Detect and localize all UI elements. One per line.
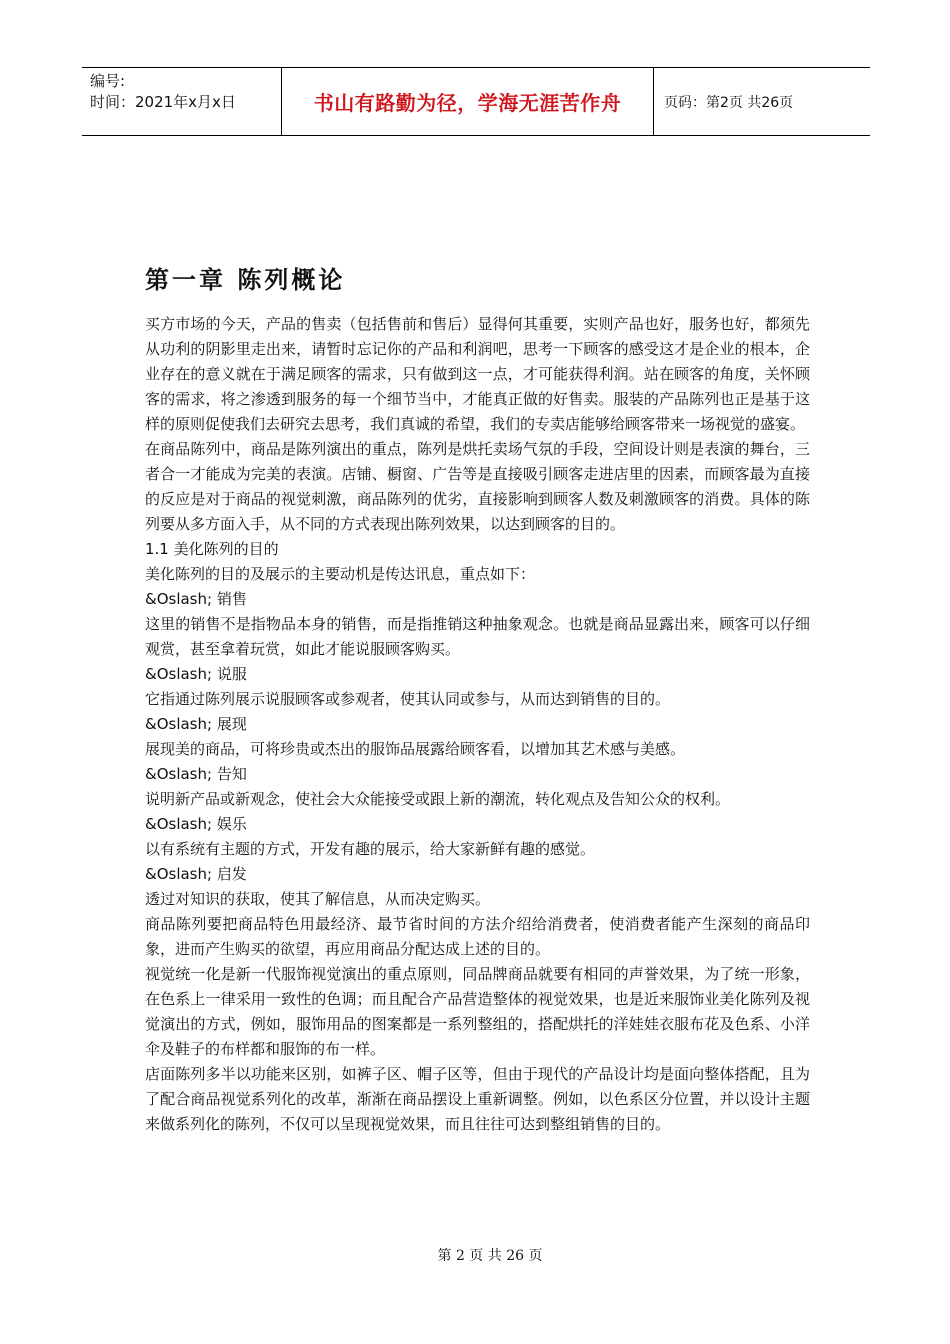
bullet-sales: &Oslash; 销售 <box>145 590 247 608</box>
bullet-persuade: &Oslash; 说服 <box>145 665 247 683</box>
page-footer: 第 2 页 共 26 页 <box>437 1248 543 1264</box>
paragraph-purpose: 美化陈列的目的及展示的主要动机是传达讯息，重点如下： <box>145 565 536 583</box>
serial-label: 编号: <box>90 72 126 90</box>
chapter-title: 第一章 陈列概论 <box>145 266 346 294</box>
paragraph-inspire: 透过对知识的获取，使其了解信息，从而决定购买。 <box>145 890 491 908</box>
header-motto: 书山有路勤为径，学海无涯苦作舟 <box>282 68 654 135</box>
bullet-inspire: &Oslash; 启发 <box>145 865 247 883</box>
date-line: 时间：2021年x月x日 <box>90 93 236 111</box>
paragraph-entertain: 以有系统有主题的方式，开发有趣的展示，给大家新鲜有趣的感觉。 <box>145 840 596 858</box>
paragraph-persuade: 它指通过陈列展示说服顾客或参观者，使其认同或参与，从而达到销售的目的。 <box>145 690 671 708</box>
paragraph-economy: 商品陈列要把商品特色用最经济、最节省时间的方法介绍给消费者，使消费者能产生深刻的商品印象，进而产生购买的欲望，再应用商品分配达成上述的目的。 <box>145 915 810 958</box>
paragraph-display-core: 在商品陈列中，商品是陈列演出的重点，陈列是烘托卖场气氛的手段，空间设计则是表演的舞台，三者合一才能成为完美的表演。店铺、橱窗、广告等是直接吸引顾客走进店里的因素，而顾客最为直接的反应是对于商品的视觉刺激，商品陈列的优劣，直接影响到顾客人数及刺激顾客的消费。具体的陈列要从多方面入手，从不同的方式表现出陈列效果，以达到顾客的目的。 <box>145 440 810 533</box>
header-meta-cell <box>82 68 282 135</box>
document-body <box>145 262 810 1137</box>
bullet-entertain: &Oslash; 娱乐 <box>145 815 247 833</box>
page-header <box>82 67 870 136</box>
paragraph-intro: 买方市场的今天，产品的售卖（包括售前和售后）显得何其重要，实则产品也好，服务也好，都须先从功利的阴影里走出来，请暂时忘记你的产品和利润吧，思考一下顾客的感受这才是企业的根本，企业存在的意义就在于满足顾客的需求，只有做到这一点，才可能获得利润。站在顾客的角度，关怀顾客的需求，将之渗透到服务的每一个细节当中，才能真正做的好售卖。服装的产品陈列也正是基于这样的原则促使我们去研究去思考，我们真诚的希望，我们的专卖店能够给顾客带来一场视觉的盛宴。 <box>145 315 810 433</box>
paragraph-show: 展现美的商品，可将珍贵或杰出的服饰品展露给顾客看，以增加其艺术感与美感。 <box>145 740 686 758</box>
paragraph-sales: 这里的销售不是指物品本身的销售，而是指推销这种抽象观念。也就是商品显露出来，顾客可以仔细观赏，甚至拿着玩赏，如此才能说服顾客购买。 <box>145 615 810 658</box>
paragraph-visual-unity: 视觉统一化是新一代服饰视觉演出的重点原则，同品牌商品就要有相同的声誉效果，为了统一形象，在色系上一律采用一致性的色调；而且配合产品营造整体的视觉效果，也是近来服饰业美化陈列及视觉演出的方式，例如，服饰用品的图案都是一系列整组的，搭配烘托的洋娃娃衣服布花及色系、小洋伞及鞋子的布样都和服饰的布一样。 <box>145 965 810 1058</box>
header-page-info: 页码：第2页 共26页 <box>664 94 794 111</box>
paragraph-store-layout: 店面陈列多半以功能来区别，如裤子区、帽子区等，但由于现代的产品设计均是面向整体搭配，且为了配合商品视觉系列化的改革，渐渐在商品摆设上重新调整。例如，以色系区分位置，并以设计主题来做系列化的陈列，不仅可以呈现视觉效果，而且往往可达到整组销售的目的。 <box>145 1065 810 1133</box>
section-heading: 1.1 美化陈列的目的 <box>145 540 279 558</box>
bullet-show: &Oslash; 展现 <box>145 715 247 733</box>
paragraph-inform: 说明新产品或新观念，使社会大众能接受或跟上新的潮流，转化观点及告知公众的权利。 <box>145 790 731 808</box>
bullet-inform: &Oslash; 告知 <box>145 765 247 783</box>
